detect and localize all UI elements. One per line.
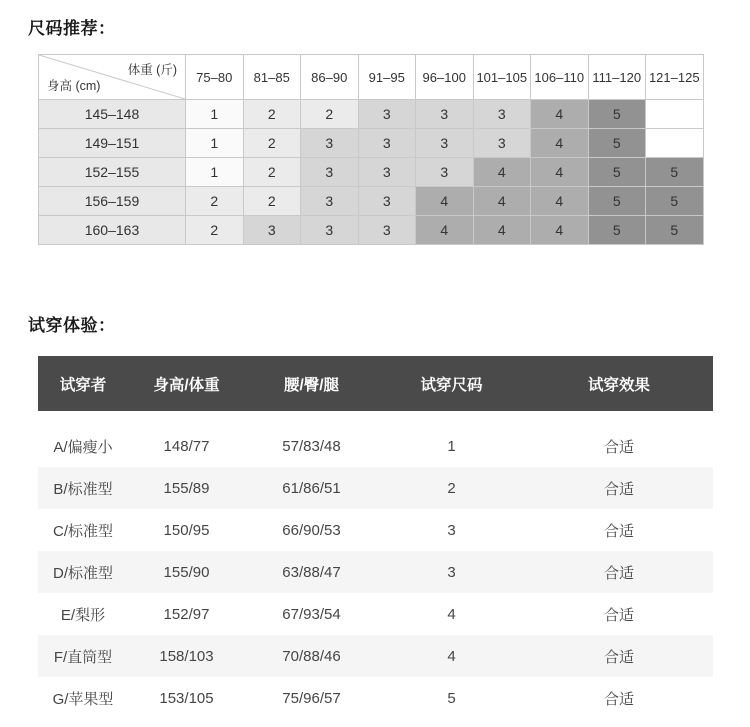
size-value-cell: 2 [186, 187, 244, 216]
size-value-cell: 3 [416, 129, 474, 158]
waist-hip-leg-cell: 66/90/53 [282, 521, 341, 539]
size-value-cell: 4 [473, 187, 531, 216]
fitter-name-cell: F/直筒型 [53, 648, 113, 666]
size-value-cell: 4 [531, 187, 589, 216]
tried-size-cell: 4 [447, 605, 456, 623]
fitting-table-row [38, 593, 713, 635]
fitting-experience-table [38, 356, 713, 719]
size-value-cell: 5 [588, 100, 646, 129]
size-value-cell: 5 [646, 158, 704, 187]
fitting-column-header: 试穿尺码 [378, 356, 525, 411]
height-weight-cell: 155/90 [163, 563, 210, 581]
size-empty-cell [646, 100, 704, 129]
size-value-cell: 5 [588, 187, 646, 216]
fit-result-cell: 合适 [603, 690, 634, 708]
weight-column-header: 75–80 [186, 55, 244, 100]
height-axis-label: 身高 (cm) [47, 79, 101, 93]
size-value-cell: 3 [358, 216, 416, 245]
height-range-label: 156–159 [39, 187, 186, 216]
fitting-table-body [38, 411, 713, 719]
spacer-cell [38, 411, 713, 425]
size-chart-row [39, 100, 704, 129]
height-weight-cell: 153/105 [159, 689, 214, 707]
weight-column-header: 111–120 [588, 55, 646, 100]
size-value-cell: 4 [531, 129, 589, 158]
size-value-cell: 3 [473, 100, 531, 129]
size-value-cell: 4 [473, 216, 531, 245]
diagonal-corner-cell [39, 55, 186, 100]
height-weight-cell: 155/89 [163, 479, 210, 497]
size-value-cell: 4 [416, 187, 474, 216]
size-chart-table [38, 54, 704, 245]
tried-size-cell: 3 [447, 521, 456, 539]
size-value-cell: 3 [243, 216, 301, 245]
size-value-cell: 2 [301, 100, 359, 129]
fitting-experience-title: 试穿体验： [28, 316, 116, 335]
fitting-table-row [38, 467, 713, 509]
fit-result-cell: 合适 [603, 648, 634, 666]
fitting-table-header-row [38, 356, 713, 411]
size-value-cell: 3 [301, 216, 359, 245]
size-value-cell: 2 [243, 158, 301, 187]
fitter-name-cell: B/标准型 [53, 480, 113, 498]
waist-hip-leg-cell: 75/96/57 [282, 689, 341, 707]
fitting-table-row [38, 425, 713, 467]
size-chart-row [39, 129, 704, 158]
size-value-cell: 4 [473, 158, 531, 187]
size-value-cell: 3 [473, 129, 531, 158]
height-range-label: 160–163 [39, 216, 186, 245]
size-chart-header-row [39, 55, 704, 100]
size-chart-row [39, 158, 704, 187]
fitting-table-spacer-row [38, 411, 713, 425]
height-range-label: 152–155 [39, 158, 186, 187]
weight-axis-label: 体重 (斤) [127, 63, 177, 77]
size-value-cell: 4 [531, 158, 589, 187]
height-weight-cell: 150/95 [163, 521, 210, 539]
size-value-cell: 1 [186, 158, 244, 187]
waist-hip-leg-cell: 61/86/51 [282, 479, 341, 497]
weight-column-header: 106–110 [531, 55, 589, 100]
height-range-label: 149–151 [39, 129, 186, 158]
size-value-cell: 3 [416, 100, 474, 129]
fitter-name-cell: G/苹果型 [52, 690, 114, 708]
fitting-table-row [38, 677, 713, 719]
size-value-cell: 4 [531, 216, 589, 245]
weight-column-header: 91–95 [358, 55, 416, 100]
tried-size-cell: 2 [447, 479, 456, 497]
size-value-cell: 1 [186, 100, 244, 129]
fit-result-cell: 合适 [603, 480, 634, 498]
fit-result-cell: 合适 [603, 564, 634, 582]
weight-column-header: 101–105 [473, 55, 531, 100]
size-value-cell: 3 [358, 100, 416, 129]
size-value-cell: 2 [243, 187, 301, 216]
size-chart-body [39, 100, 704, 245]
size-value-cell: 5 [588, 158, 646, 187]
tried-size-cell: 3 [447, 563, 456, 581]
fit-result-cell: 合适 [603, 606, 634, 624]
fitting-column-header: 身高/体重 [128, 356, 245, 411]
size-chart-row [39, 187, 704, 216]
waist-hip-leg-cell: 70/88/46 [282, 647, 341, 665]
size-value-cell: 3 [416, 158, 474, 187]
size-value-cell: 2 [186, 216, 244, 245]
weight-column-header: 86–90 [301, 55, 359, 100]
fitting-table-row [38, 635, 713, 677]
size-value-cell: 3 [358, 187, 416, 216]
size-value-cell: 3 [358, 129, 416, 158]
height-weight-cell: 158/103 [159, 647, 214, 665]
height-range-label: 145–148 [39, 100, 186, 129]
size-value-cell: 4 [416, 216, 474, 245]
fitter-name-cell: E/梨形 [60, 606, 106, 624]
size-value-cell: 3 [301, 129, 359, 158]
size-value-cell: 2 [243, 100, 301, 129]
height-weight-cell: 148/77 [163, 437, 210, 455]
fitting-column-header: 试穿者 [38, 356, 128, 411]
size-value-cell: 3 [358, 158, 416, 187]
tried-size-cell: 1 [447, 437, 456, 455]
height-weight-cell: 152/97 [163, 605, 210, 623]
waist-hip-leg-cell: 67/93/54 [282, 605, 341, 623]
size-value-cell: 5 [646, 216, 704, 245]
size-value-cell: 5 [588, 216, 646, 245]
tried-size-cell: 5 [447, 689, 456, 707]
weight-column-header: 96–100 [416, 55, 474, 100]
waist-hip-leg-cell: 63/88/47 [282, 563, 341, 581]
size-empty-cell [646, 129, 704, 158]
fitter-name-cell: D/标准型 [52, 564, 113, 582]
size-value-cell: 5 [588, 129, 646, 158]
waist-hip-leg-cell: 57/83/48 [282, 437, 341, 455]
fitting-column-header: 腰/臀/腿 [245, 356, 378, 411]
fit-result-cell: 合适 [603, 522, 634, 540]
fitter-name-cell: A/偏瘦小 [53, 438, 113, 456]
size-chart-title: 尺码推荐： [28, 19, 116, 38]
size-value-cell: 3 [301, 187, 359, 216]
size-value-cell: 5 [646, 187, 704, 216]
size-value-cell: 1 [186, 129, 244, 158]
fitter-name-cell: C/标准型 [52, 522, 113, 540]
weight-column-header: 81–85 [243, 55, 301, 100]
tried-size-cell: 4 [447, 647, 456, 665]
size-chart-row [39, 216, 704, 245]
size-value-cell: 3 [301, 158, 359, 187]
fitting-table-row [38, 551, 713, 593]
product-size-info-page [0, 14, 750, 727]
weight-column-header: 121–125 [646, 55, 704, 100]
fit-result-cell: 合适 [603, 438, 634, 456]
fitting-table-row [38, 509, 713, 551]
size-value-cell: 4 [531, 100, 589, 129]
fitting-column-header: 试穿效果 [525, 356, 713, 411]
size-value-cell: 2 [243, 129, 301, 158]
